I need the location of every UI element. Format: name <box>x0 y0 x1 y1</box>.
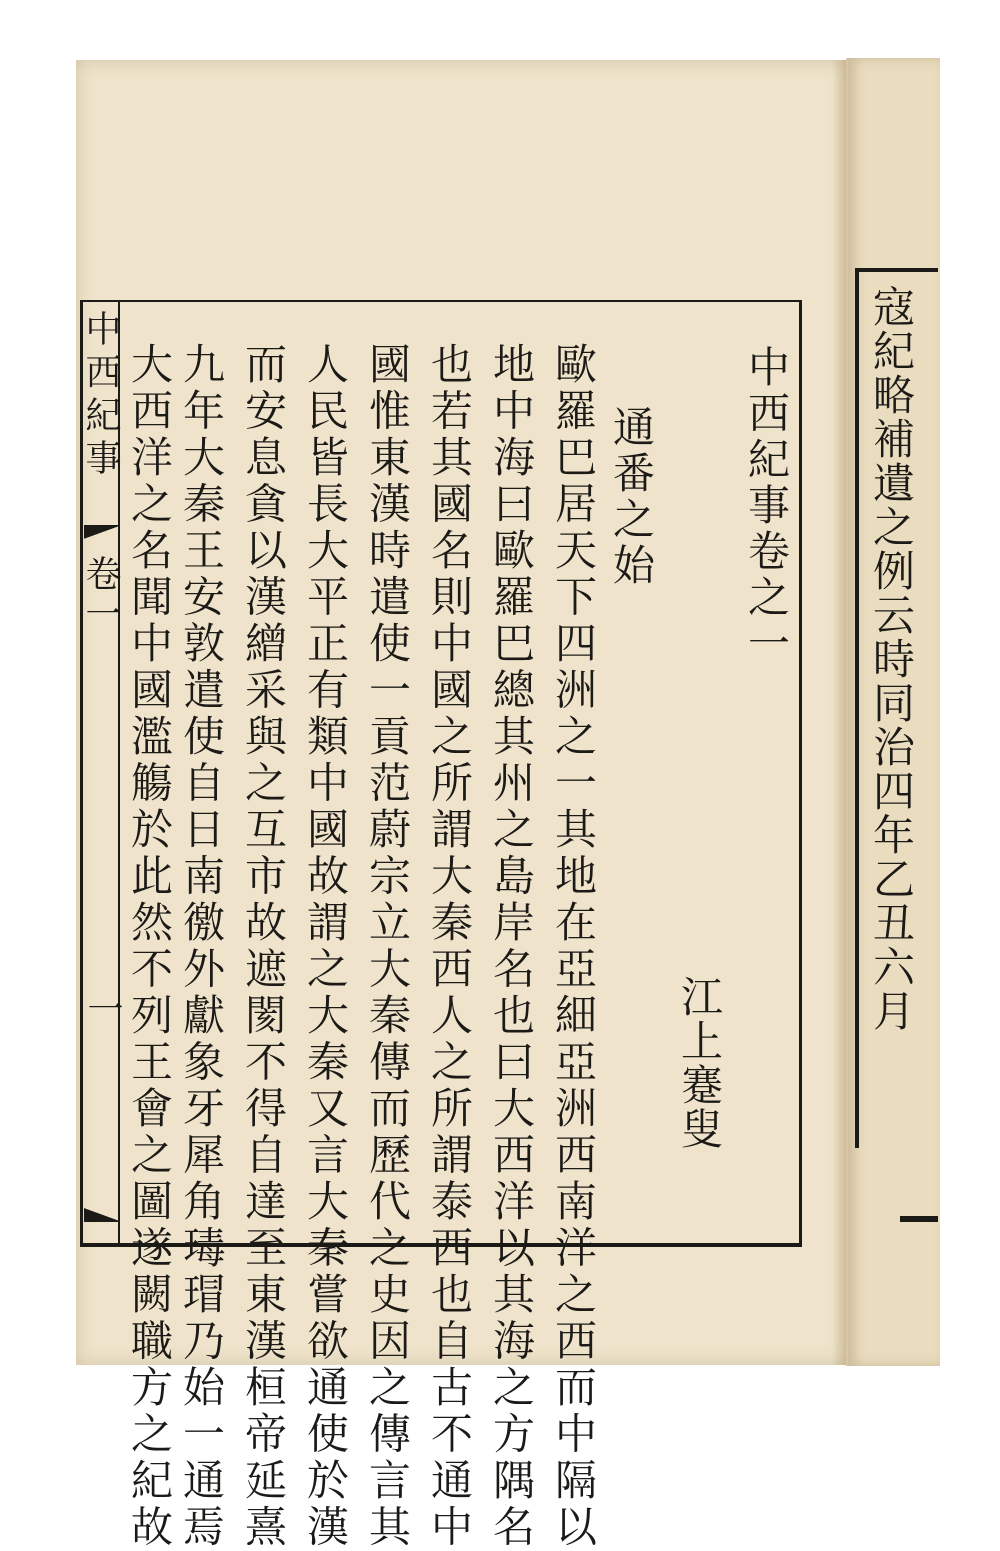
book-title: 中西紀事 <box>80 310 121 482</box>
body-column: 九年大秦王安敦遣使自日南徼外獻象牙犀角瑇瑁乃始一通焉 <box>177 342 226 1551</box>
body-column: 而安息貪以漢繒采與之互市故遮閡不得自達至東漢桓帝延熹 <box>239 342 288 1551</box>
body-column: 地中海曰歐羅巴總其州之島岸名也曰大西洋以其海之方隅名 <box>487 342 536 1551</box>
author: 江上蹇叟 <box>675 975 724 1151</box>
chapter-title: 中西紀事卷之一 <box>742 345 791 667</box>
body-column: 也若其國名則中國之所謂大秦西人之所謂泰西也自古不通中 <box>425 342 474 1551</box>
leaf-number: 一 <box>82 990 123 1026</box>
fish-tail-mark-top <box>84 525 118 543</box>
volume-label: 卷一 <box>80 555 121 635</box>
body-column: 歐羅巴居天下四洲之一其地在亞細亞洲西南洋之西而中隔以 <box>549 342 598 1551</box>
next-page-column: 寇紀略補遺之例云時同治四年乙丑六月 <box>867 285 916 1033</box>
body-column: 國惟東漢時遣使一貢范蔚宗立大秦傳而歷代之史因之傳言其 <box>363 342 412 1551</box>
body-column: 大西洋之名聞中國濫觴於此然不列王會之圖遂闕職方之紀故 <box>125 342 174 1551</box>
section-title: 通番之始 <box>607 405 656 589</box>
next-page-leaf-mark <box>900 1216 938 1222</box>
fish-tail-mark-bottom <box>84 1200 118 1222</box>
body-column: 人民皆長大平正有類中國故謂之大秦又言大秦嘗欲通使於漢 <box>301 342 350 1551</box>
